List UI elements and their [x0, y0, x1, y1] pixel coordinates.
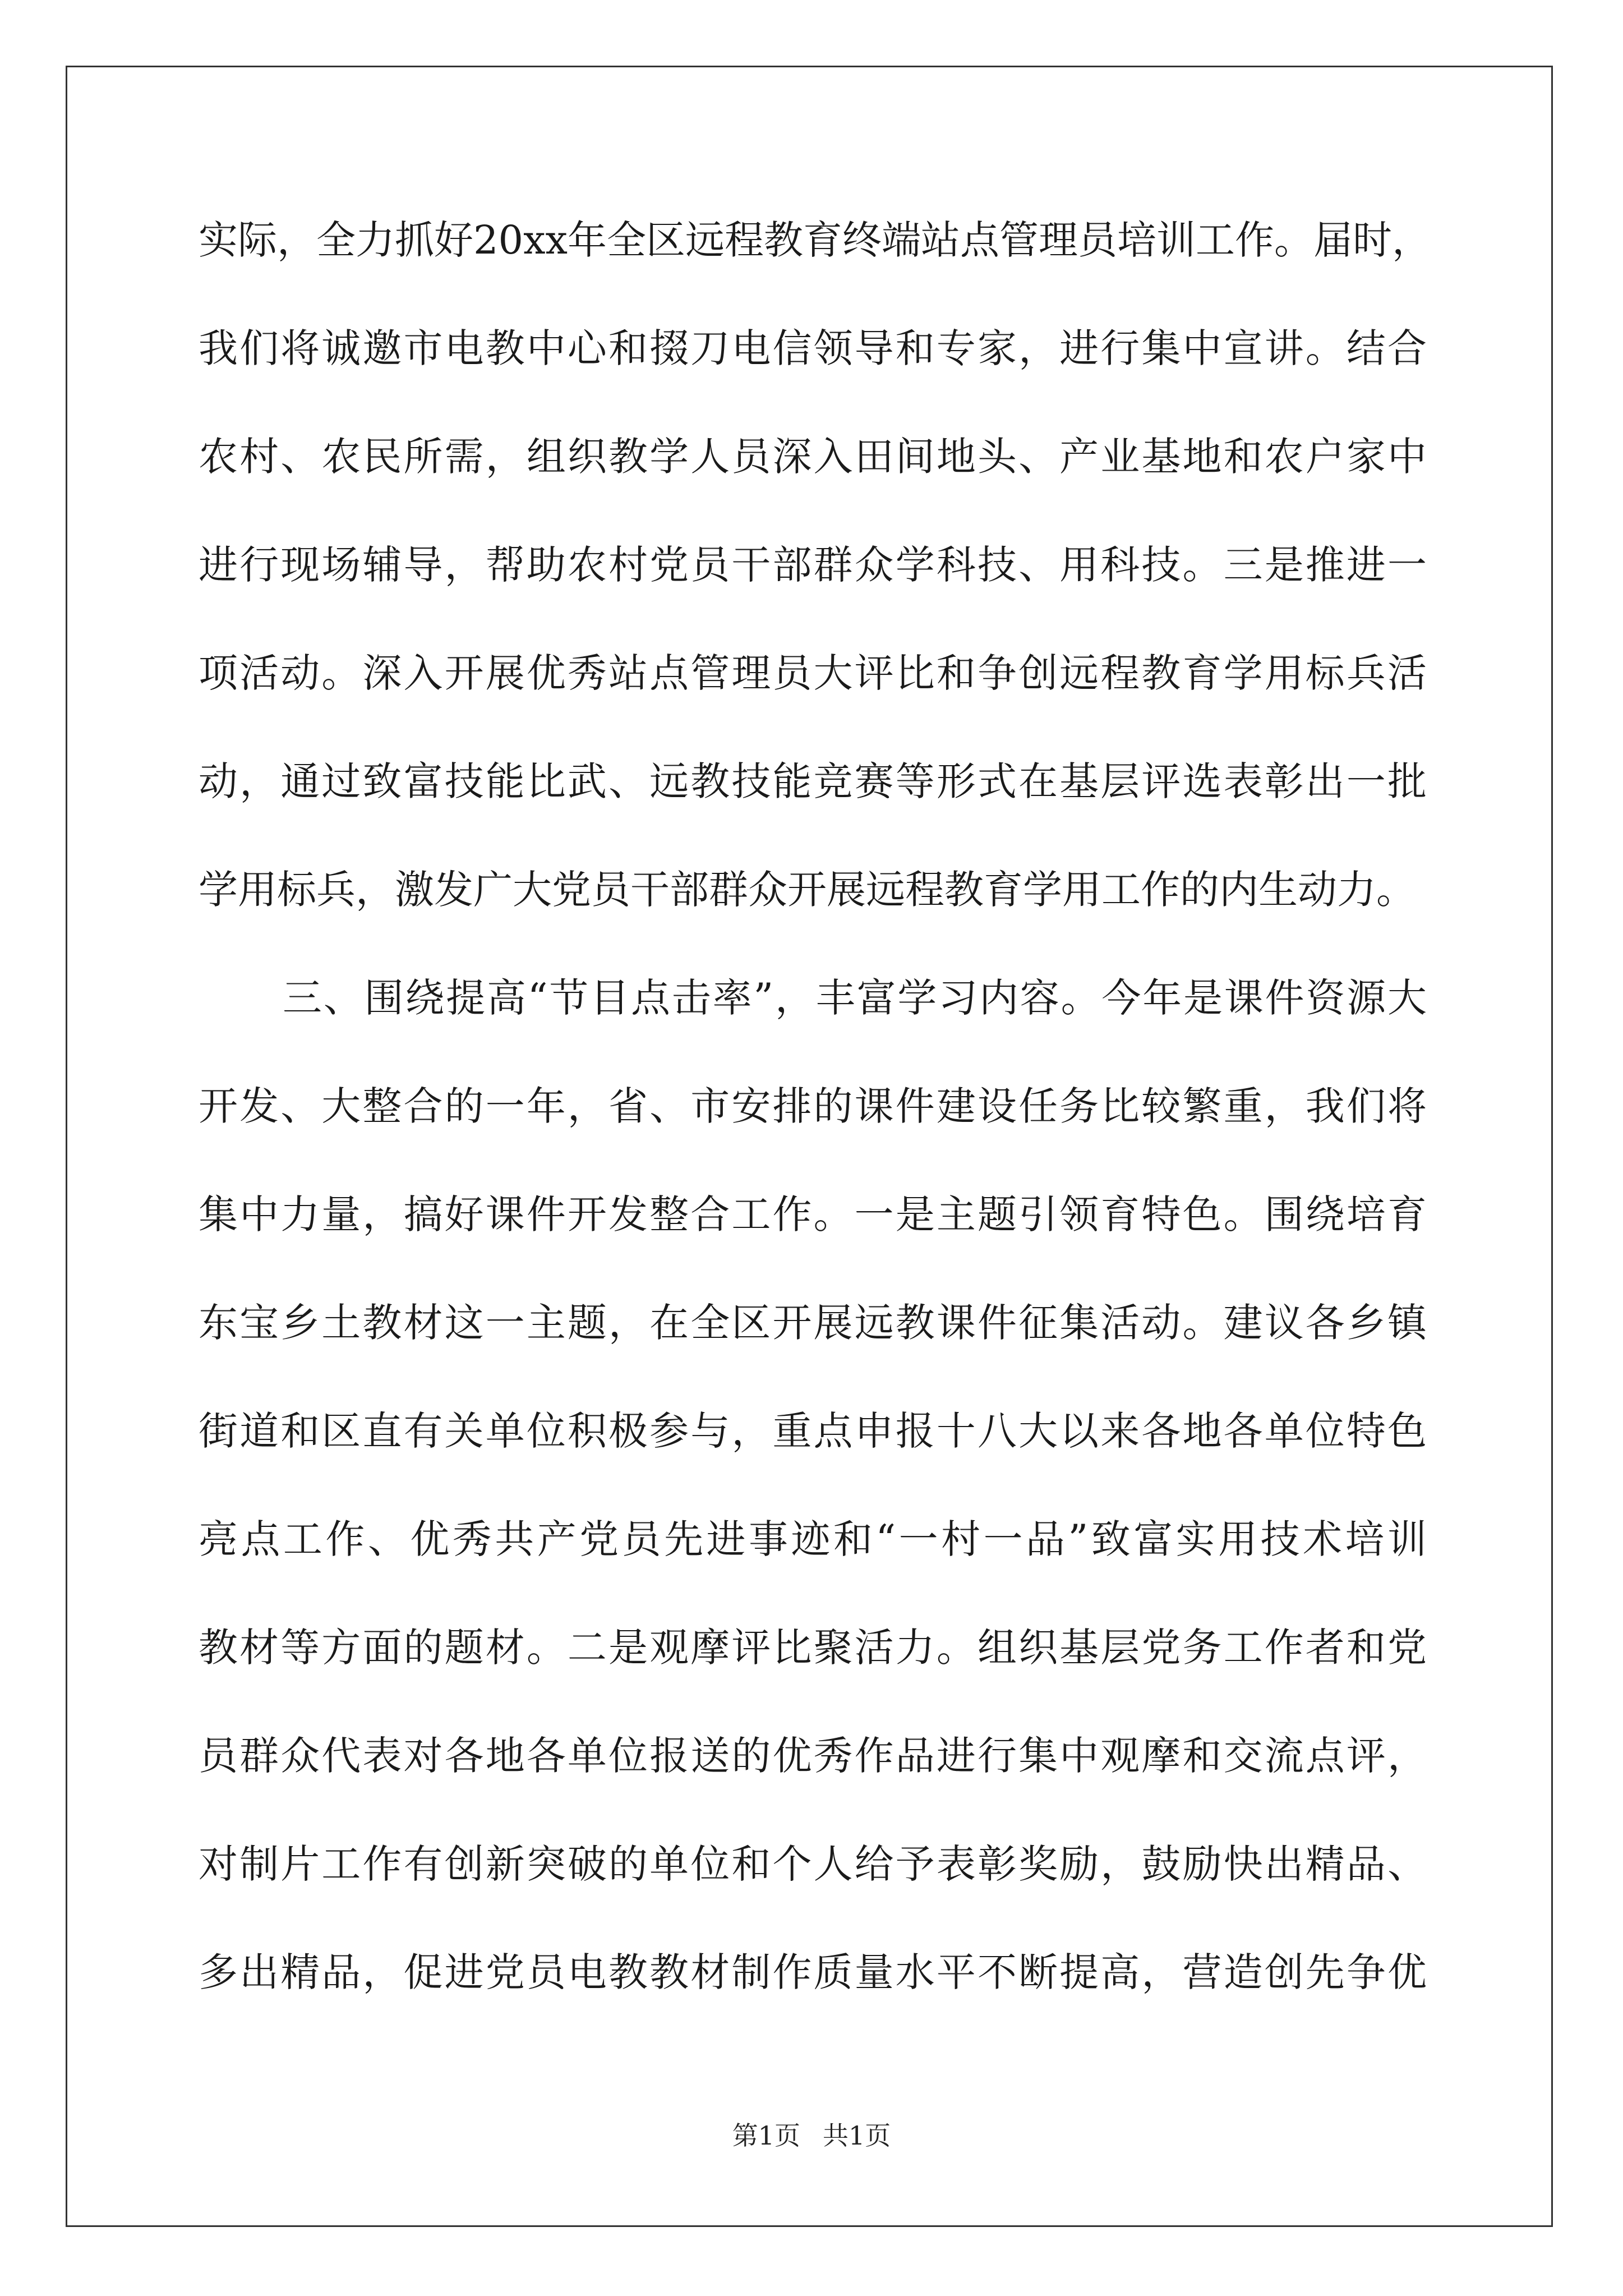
- text-line-7: 学用标兵，激发广大党员干部群众开展远程教育学用工作的内生动力。: [199, 867, 1415, 913]
- text-line-10: 集中力量，搞好课件开发整合工作。一是主题引领育特色。围绕培育: [199, 1191, 1427, 1237]
- text-line-11: 东宝乡土教材这一主题，在全区开展远教课件征集活动。建议各乡镇: [199, 1300, 1427, 1346]
- text-line-3: 农村、农民所需，组织教学人员深入田间地头、产业基地和农户家中: [199, 434, 1427, 480]
- paragraph-heading-line: 三、围绕提高“节目点击率”，丰富学习内容。今年是课件资源大: [283, 975, 1427, 1021]
- page-footer: [0, 2119, 1623, 2152]
- page-number: 第1页: [732, 2120, 800, 2151]
- text-line-1: 实际，全力抓好20xx年全区远程教育终端站点管理员培训工作。届时，: [199, 217, 1432, 263]
- document-body: [199, 213, 1432, 2054]
- text-line-6: 动，通过致富技能比武、远教技能竞赛等形式在基层评选表彰出一批: [199, 758, 1427, 804]
- text-line-13: 亮点工作、优秀共产党员先进事迹和“一村一品”致富实用技术培训: [199, 1516, 1427, 1562]
- text-line-15: 员群众代表对各地各单位报送的优秀作品进行集中观摩和交流点评，: [199, 1733, 1427, 1779]
- text-line-12: 街道和区直有关单位积极参与，重点申报十八大以来各地各单位特色: [199, 1408, 1427, 1454]
- text-line-9: 开发、大整合的一年，省、市安排的课件建设任务比较繁重，我们将: [199, 1083, 1427, 1129]
- text-line-14: 教材等方面的题材。二是观摩评比聚活力。组织基层党务工作者和党: [199, 1625, 1427, 1671]
- text-line-2: 我们将诚邀市电教中心和掇刀电信领导和专家，进行集中宣讲。结合: [199, 325, 1427, 371]
- text-line-16: 对制片工作有创新突破的单位和个人给予表彰奖励，鼓励快出精品、: [199, 1841, 1427, 1887]
- text-line-17: 多出精品，促进党员电教教材制作质量水平不断提高，营造创先争优: [199, 1949, 1427, 1995]
- page-total: 共1页: [823, 2120, 891, 2151]
- text-line-4: 进行现场辅导，帮助农村党员干部群众学科技、用科技。三是推进一: [199, 542, 1427, 588]
- text-line-5: 项活动。深入开展优秀站点管理员大评比和争创远程教育学用标兵活: [199, 650, 1427, 696]
